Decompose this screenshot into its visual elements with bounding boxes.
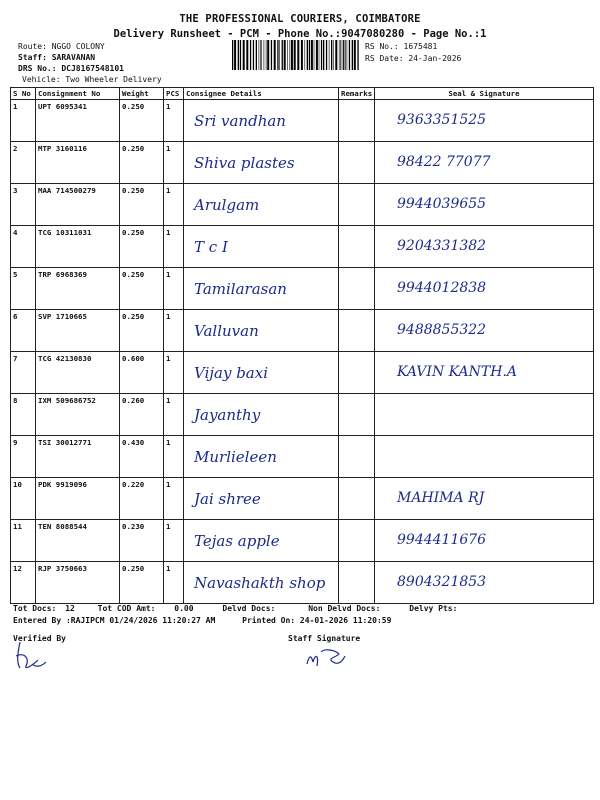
handwritten-consignee: Shiva plastes [194,154,295,172]
weight-cell: 0.250 [120,268,164,310]
remarks-cell [339,100,375,142]
handwritten-signature: 9944039655 [397,196,487,212]
handwritten-signature: 9363351525 [397,112,487,128]
consignment-cell: IXM 509686752 [36,394,120,436]
remarks-cell [339,310,375,352]
handwritten-consignee: Tamilarasan [194,280,287,298]
weight-cell: 0.430 [120,436,164,478]
rs-no-value: 1675481 [403,42,438,51]
consignment-cell: PDK 9919096 [36,478,120,520]
barcode-bar [354,40,356,70]
barcode-bar [333,40,334,70]
rs-no-line [365,42,437,52]
col-header-consignee: Consignee Details [184,88,339,100]
pcs-cell: 1 [164,226,184,268]
printed-on: Printed On: 24-01-2026 11:20:59 [242,616,392,625]
table-row [11,436,594,478]
pcs-cell: 1 [164,352,184,394]
barcode-bar [343,40,344,70]
route-line [18,42,105,52]
barcode-bar [284,40,286,70]
rs-date-line [365,54,461,64]
delvd-docs-label: Delvd Docs: [222,604,276,613]
consignee-cell [184,184,339,226]
pcs-cell: 1 [164,394,184,436]
consignment-cell: TCG 10311031 [36,226,120,268]
table-header-row [11,88,594,100]
consignment-cell: UPT 6095341 [36,100,120,142]
staff-signature [305,646,347,672]
consignee-cell [184,394,339,436]
consignee-cell [184,100,339,142]
weight-cell: 0.250 [120,100,164,142]
table-row [11,184,594,226]
remarks-cell [339,478,375,520]
pcs-cell: 1 [164,268,184,310]
vehicle-line [22,75,162,85]
route-label: Route: [18,42,47,51]
barcode-bar [266,40,267,70]
barcode-bar [232,40,233,70]
weight-cell: 0.230 [120,520,164,562]
handwritten-consignee: Tejas apple [194,532,280,550]
sno-cell: 7 [11,352,36,394]
remarks-cell [339,184,375,226]
barcode-bar [342,40,343,70]
barcode-bar [307,40,308,70]
tot-cod-value: 0.00 [174,604,194,613]
barcode-bar [264,40,265,70]
rs-no-label: RS No.: [365,42,399,51]
weight-cell: 0.250 [120,142,164,184]
sno-cell: 9 [11,436,36,478]
drs-value: DCJ8167548101 [61,64,124,73]
barcode-bar [282,40,283,70]
barcode-bar [339,40,340,70]
consignee-cell [184,226,339,268]
barcode-bar [246,40,248,70]
barcode-bar [301,40,303,70]
consignment-cell: TSI 30012771 [36,436,120,478]
signature-cell [375,520,594,562]
tot-docs-value: 12 [65,604,75,613]
weight-cell: 0.260 [120,394,164,436]
remarks-cell [339,520,375,562]
weight-cell: 0.250 [120,562,164,604]
handwritten-signature: 9204331382 [397,238,487,254]
barcode-bar [323,40,324,70]
barcode-bar [291,40,293,70]
pcs-cell: 1 [164,436,184,478]
rs-date-label: RS Date: [365,54,404,63]
pcs-cell: 1 [164,184,184,226]
consignee-cell [184,352,339,394]
vehicle-label: Vehicle: [22,75,61,84]
barcode-bar [357,40,358,70]
table-row [11,226,594,268]
staff-value: SARAVANAN [51,53,96,62]
sno-cell: 3 [11,184,36,226]
barcode-bar [311,40,313,70]
barcode-bar [340,40,341,70]
signature-cell [375,352,594,394]
sno-cell: 12 [11,562,36,604]
table-row [11,352,594,394]
col-header-signature: Seal & Signature [375,88,594,100]
barcode-bar [290,40,291,70]
delvy-pts-label: Delvy Pts: [409,604,458,613]
consignment-cell: TCG 42130830 [36,352,120,394]
handwritten-consignee: T c I [194,238,228,256]
barcode-bar [279,40,280,70]
barcode-bar [253,40,254,70]
sno-cell: 2 [11,142,36,184]
pcs-cell: 1 [164,562,184,604]
handwritten-consignee: Valluvan [194,322,259,340]
remarks-cell [339,226,375,268]
barcode-bar [287,40,288,70]
consignee-cell [184,562,339,604]
signature-cell [375,184,594,226]
weight-cell: 0.220 [120,478,164,520]
table-row [11,562,594,604]
barcode-bar [326,40,327,70]
consignment-cell: SVP 1710665 [36,310,120,352]
col-header-sno: S No [11,88,36,100]
consignment-cell: RJP 3750663 [36,562,120,604]
remarks-cell [339,394,375,436]
remarks-cell [339,268,375,310]
barcode-bar [345,40,346,70]
col-header-remarks: Remarks [339,88,375,100]
pcs-cell: 1 [164,478,184,520]
company-title: THE PROFESSIONAL COURIERS, COIMBATORE [179,13,421,25]
sno-cell: 11 [11,520,36,562]
signature-cell [375,478,594,520]
signature-cell [375,394,594,436]
consignment-cell: MTP 3160116 [36,142,120,184]
table-row [11,520,594,562]
col-header-weight: Weight [120,88,164,100]
barcode-bar [260,40,261,70]
weight-cell: 0.250 [120,310,164,352]
barcode-bar [234,40,236,70]
pcs-cell: 1 [164,100,184,142]
non-delvd-docs-label: Non Delvd Docs: [308,604,381,613]
consignee-cell [184,520,339,562]
consignee-cell [184,268,339,310]
staff-line [18,53,95,63]
table-row [11,268,594,310]
consignee-cell [184,478,339,520]
signature-cell [375,562,594,604]
entered-by: Entered By :RAJIPCM 01/24/2026 11:20:27 AM [13,616,216,625]
totals-line [13,604,457,613]
barcode-bar [250,40,251,70]
consignee-cell [184,436,339,478]
consignee-cell [184,310,339,352]
handwritten-consignee: Jai shree [194,490,261,508]
remarks-cell [339,436,375,478]
handwritten-consignee: Murlieleen [194,448,277,466]
staff-label: Staff: [18,53,47,62]
table-row [11,310,594,352]
table-row [11,478,594,520]
tot-cod-label: Tot COD Amt: [97,604,156,613]
barcode-bar [309,40,310,70]
tot-docs-label: Tot Docs: [13,604,57,613]
barcode-bar [240,40,241,70]
handwritten-consignee: Navashakth shop [194,574,326,592]
handwritten-consignee: Jayanthy [194,406,261,424]
handwritten-consignee: Arulgam [194,196,260,214]
runsheet-title: Delivery Runsheet - PCM - Phone No.:9047080280 - Page No.:1 [113,28,487,40]
remarks-cell [339,142,375,184]
vehicle-value: Two Wheeler Delivery [65,75,162,84]
sno-cell: 4 [11,226,36,268]
sno-cell: 6 [11,310,36,352]
barcode [231,40,361,70]
consignee-cell [184,142,339,184]
pcs-cell: 1 [164,520,184,562]
barcode-bar [267,40,269,70]
barcode-bar [274,40,276,70]
table-row [11,142,594,184]
sno-cell: 1 [11,100,36,142]
weight-cell: 0.250 [120,184,164,226]
handwritten-signature: 8904321853 [397,574,487,590]
barcode-bar [243,40,245,70]
route-value: NGGO COLONY [51,42,105,51]
col-header-consignment: Consignment No [36,88,120,100]
drs-line [18,64,124,74]
barcode-bar [347,40,348,70]
remarks-cell [339,562,375,604]
barcode-bar [259,40,260,70]
staff-signature-label: Staff Signature [288,634,361,643]
remarks-cell [339,352,375,394]
barcode-bar [256,40,257,70]
barcode-bar [294,40,296,70]
signature-cell [375,226,594,268]
signature-cell [375,268,594,310]
barcode-bar [238,40,239,70]
handwritten-signature: MAHIMA RJ [397,490,485,506]
table-row [11,394,594,436]
handwritten-consignee: Sri vandhan [194,112,286,130]
barcode-bar [314,40,315,70]
handwritten-signature: 9944411676 [397,532,487,548]
rs-date-value: 24-Jan-2026 [408,54,462,63]
signature-cell [375,100,594,142]
handwritten-signature: 98422 77077 [397,154,491,170]
signature-cell [375,436,594,478]
sno-cell: 5 [11,268,36,310]
table-row [11,100,594,142]
handwritten-signature: 9488855322 [397,322,487,338]
verified-by-label: Verified By [13,634,66,643]
barcode-bar [261,40,262,70]
barcode-bar [321,40,322,70]
entry-line [13,616,391,625]
signature-cell [375,310,594,352]
weight-cell: 0.250 [120,226,164,268]
pcs-cell: 1 [164,142,184,184]
barcode-bar [277,40,278,70]
barcode-bar [297,40,299,70]
handwritten-signature: 9944012838 [397,280,487,296]
barcode-bar [349,40,350,70]
consignment-cell: MAA 714500279 [36,184,120,226]
barcode-bar [319,40,320,70]
barcode-bar [331,40,332,70]
barcode-bar [305,40,306,70]
barcode-bar [329,40,330,70]
sno-cell: 10 [11,478,36,520]
pcs-cell: 1 [164,310,184,352]
handwritten-signature: KAVIN KANTH.A [397,364,518,380]
barcode-bar [335,40,337,70]
handwritten-consignee: Vijay baxi [194,364,269,382]
consignment-cell: TRP 6968369 [36,268,120,310]
barcode-bar [271,40,272,70]
signature-cell [375,142,594,184]
verifier-signature [12,638,52,672]
runsheet-table [10,87,594,604]
col-header-pcs: PCS [164,88,184,100]
sno-cell: 8 [11,394,36,436]
barcode-bar [352,40,353,70]
weight-cell: 0.600 [120,352,164,394]
barcode-bar [316,40,318,70]
drs-label: DRS No.: [18,64,57,73]
consignment-cell: TEN 8088544 [36,520,120,562]
